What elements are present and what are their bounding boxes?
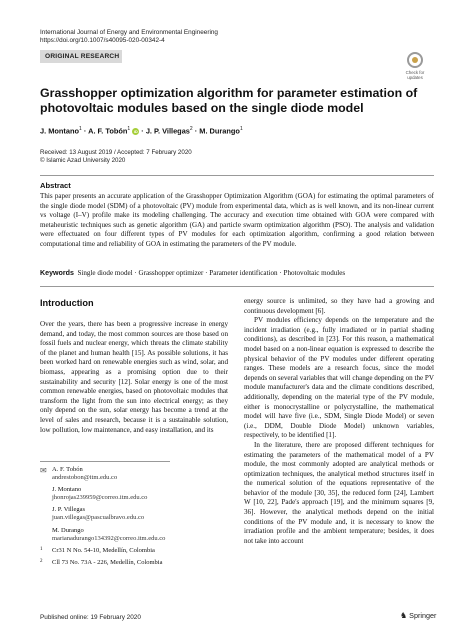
author-list: J. Montano$^1$ · A. F. Tobón$^1$ iD · J. P. Villegas$^2$ · M. Durango$^1$ — [40, 126, 243, 136]
crossmark-icon — [407, 52, 423, 68]
paper-title: Grasshopper optimization algorithm for parameter estimation of photovoltaic modules based on the single diode model — [40, 86, 418, 115]
contact-name: J. Montano — [52, 486, 82, 494]
abstract-heading: Abstract — [40, 181, 71, 190]
contact-name: J. P. Villegas — [52, 506, 86, 514]
intro-paragraph: Over the years, there has been a progressive increase in energy demand, and today, the most common sources are those based on fossil fuels and nuclear energy, which threats the climate stability of the planet and human health [15]. As possible solutions, it has been worked hard on renewable energies such as wind, solar, and biomass, appearing as a promising option due to their sustainability and security [12]. Solar energy is one of the most common renewable energies, based on photovoltaic modules that transform the light from the sun into electrical energy; as they only depend on the sun, solar energy has become a trend at the level of sales and research, because it is a sustainable solution, low pollution, low maintenance, and easy installation, and its — [40, 320, 228, 434]
author-name[interactable]: J. P. Villegas — [145, 126, 190, 136]
affiliation-number: 2 — [40, 558, 43, 564]
received-accepted: Received: 13 August 2019 / Accepted: 7 February 2020 — [40, 149, 192, 156]
contact-email[interactable]: juan.villegas@pascualbravo.edu.co — [52, 514, 145, 522]
affiliation-text: Cll 73 No. 73A - 226, Medellín, Colombia — [52, 558, 163, 566]
divider — [40, 286, 434, 287]
article-type-badge: ORIGINAL RESEARCH — [40, 50, 122, 63]
author-affiliation-mark: 2 — [189, 126, 193, 132]
intro-paragraph: PV modules efficiency depends on the temperature and the incident irradiation (e.g., fully irradiated or in partial shading conditions), as described in [23]. For this reason, a mathematical model based on a non-linear equation is expressed to describe the physical behavior of the PV modules under different operating ranges. These models are a research focus, since the model depends on several variables that will change depending on the PV module manufacturer's data and the climate conditions described, additionally, depending on the material type of the PV module, either is monocrystalline or polycrystalline, the mathematical model will have five (i.e., SDM, Single Diode Model) or seven (i.e., DDM, Double Diode Model) unknown variables, respectively, to be identified [1]. — [244, 316, 434, 440]
keywords-label: Keywords — [40, 269, 74, 277]
keywords — [40, 269, 434, 278]
journal-header — [40, 29, 218, 45]
springer-horse-icon: ♞ — [400, 611, 408, 620]
publisher-logo — [400, 611, 436, 620]
contact-entry — [40, 506, 228, 522]
divider — [40, 175, 434, 176]
published-online: Published online: 19 February 2020 — [40, 614, 141, 621]
author-name[interactable]: A. F. Tobón — [88, 126, 128, 136]
copyright: © Islamic Azad University 2020 — [40, 157, 126, 164]
abstract-text: This paper presents an accurate application of the Grasshopper Optimization Algorithm (GOA) for estimating the optimal parameters of the single diode model (SDM) of a photovoltaic (PV) module from experimental data, which as is well known, and its non-linear current vs voltage (I–V) profile make its modeling challenging. The accuracy and execution time obtained with GOA were compared with metaheuristic techniques such as genetic algorithm (GA) and particle swarm optimization algorithm (PSO). The analysis and validation were effectuated on four different types of PV modules for each optimization algorithm, confirming a good relation between computational time and reliability of GOA in estimating the parameters of the PV module. — [40, 192, 434, 248]
journal-doi[interactable]: https://doi.org/10.1007/s40095-020-00342-4 — [40, 37, 165, 44]
keywords-text: Single diode model · Grasshopper optimizer · Parameter identification · Photovoltaic modules — [77, 269, 346, 277]
intro-paragraph: energy source is unlimited, so they have had a growing and continuous development [6]. — [244, 297, 434, 315]
journal-name: International Journal of Energy and Environmental Engineering — [40, 29, 218, 36]
contact-email[interactable]: andrestobon@itm.edu.co — [52, 474, 118, 482]
author-affiliation-mark: 1 — [127, 126, 131, 132]
publisher-name: Springer — [409, 611, 437, 620]
right-column — [244, 297, 434, 546]
affiliation — [40, 547, 228, 555]
author-name[interactable]: J. Montano — [40, 126, 80, 136]
envelope-icon: ✉ — [40, 466, 47, 475]
section-heading-introduction: Introduction — [40, 298, 94, 308]
author-affiliation-mark: 1 — [79, 126, 82, 132]
intro-paragraph: In the literature, there are proposed different techniques for estimating the parameters of the mathematical model of a PV module, the most commonly adopted are analytical methods or optimization techniques, the analytical method structures itself in the numerical solution of the equations representative of the behavior of the module [30, 35], the reduced form [24], Lambert W [10, 22], Pade's approach [19], and the minimum squares [9, 36]. However, the analytical methods depend on the initial conditions of the PV module and, it is necessary to know the irradiation profile and the ambient temperature; besides, it does not take into account — [244, 440, 434, 545]
author-affiliation-mark: 1 — [239, 126, 243, 132]
footnote-divider — [40, 461, 170, 462]
contact-entry — [40, 527, 228, 543]
contact-email[interactable]: marianadurango134392@correo.itm.edu.co — [52, 534, 166, 542]
affiliation — [40, 559, 228, 567]
check-for-updates-button[interactable] — [398, 52, 432, 80]
article-dates — [40, 149, 192, 165]
affiliation-text: Cr31 N No. 54-10, Medellín, Colombia — [52, 546, 155, 554]
left-column — [40, 320, 228, 435]
check-for-updates-label: Check for updates — [405, 70, 425, 80]
affiliation-number: 1 — [40, 546, 43, 552]
contact-name: A. F. Tobón — [52, 466, 83, 473]
contact-email[interactable]: jhonrojas239959@correo.itm.edu.co — [52, 494, 148, 502]
correspondence-block — [40, 466, 228, 567]
contact-name: M. Durango — [52, 526, 84, 534]
orcid-icon[interactable]: iD — [133, 129, 138, 135]
author-name[interactable]: M. Durango — [199, 126, 240, 136]
contact-entry — [40, 466, 228, 482]
contact-entry — [40, 486, 228, 502]
